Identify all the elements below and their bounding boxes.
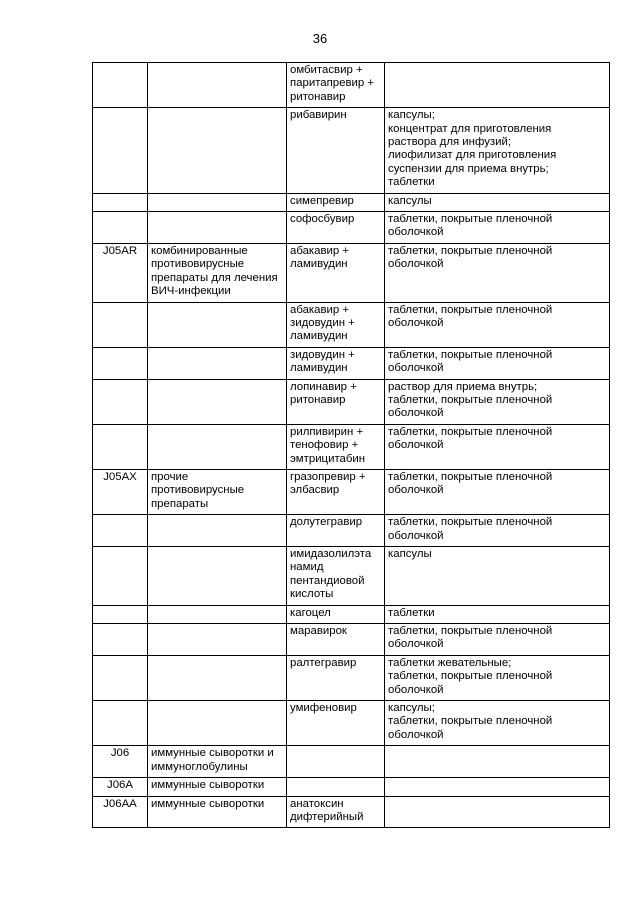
drug-table: [92, 62, 610, 828]
drug-name-cell: абакавир + зидовудин + ламивудин: [287, 302, 385, 347]
dosage-form-cell: [385, 778, 610, 796]
atc-code-cell: [93, 547, 148, 606]
pharmacological-group-cell: прочие противовирусные препараты: [148, 469, 287, 514]
atc-code-cell: J06AA: [93, 796, 148, 828]
atc-code-cell: [93, 63, 148, 108]
table-row: [93, 796, 610, 828]
table-row: [93, 212, 610, 244]
pharmacological-group-cell: [148, 515, 287, 547]
dosage-form-cell: капсулы: [385, 547, 610, 606]
pharmacological-group-cell: иммунные сыворотки: [148, 796, 287, 828]
table-row: [93, 655, 610, 700]
table-row: [93, 515, 610, 547]
dosage-form-cell: таблетки, покрытые пленочной оболочкой: [385, 347, 610, 379]
table-row: [93, 108, 610, 193]
pharmacological-group-cell: [148, 379, 287, 424]
dosage-form-cell: [385, 746, 610, 778]
atc-code-cell: [93, 655, 148, 700]
table-row: [93, 469, 610, 514]
drug-name-cell: зидовудин + ламивудин: [287, 347, 385, 379]
pharmacological-group-cell: [148, 655, 287, 700]
dosage-form-cell: раствор для приема внутрь; таблетки, покрытые пленочной оболочкой: [385, 379, 610, 424]
drug-name-cell: долутегравир: [287, 515, 385, 547]
pharmacological-group-cell: [148, 424, 287, 469]
pharmacological-group-cell: иммунные сыворотки и иммуноглобулины: [148, 746, 287, 778]
table-row: [93, 379, 610, 424]
pharmacological-group-cell: иммунные сыворотки: [148, 778, 287, 796]
drug-name-cell: омбитасвир + паритапревир + ритонавир: [287, 63, 385, 108]
pharmacological-group-cell: [148, 624, 287, 656]
atc-code-cell: [93, 379, 148, 424]
table-row: [93, 746, 610, 778]
dosage-form-cell: таблетки жевательные; таблетки, покрытые пленочной оболочкой: [385, 655, 610, 700]
table-row: [93, 302, 610, 347]
atc-code-cell: J05AX: [93, 469, 148, 514]
dosage-form-cell: капсулы: [385, 193, 610, 211]
drug-name-cell: анатоксин дифтерийный: [287, 796, 385, 828]
atc-code-cell: [93, 108, 148, 193]
dosage-form-cell: таблетки, покрытые пленочной оболочкой: [385, 624, 610, 656]
drug-name-cell: [287, 778, 385, 796]
table-row: [93, 424, 610, 469]
pharmacological-group-cell: [148, 108, 287, 193]
table-row: [93, 701, 610, 746]
dosage-form-cell: [385, 796, 610, 828]
pharmacological-group-cell: [148, 547, 287, 606]
dosage-form-cell: таблетки, покрытые пленочной оболочкой: [385, 212, 610, 244]
pharmacological-group-cell: [148, 347, 287, 379]
drug-name-cell: рилпивирин + тенофовир + эмтрицитабин: [287, 424, 385, 469]
dosage-form-cell: таблетки, покрытые пленочной оболочкой: [385, 424, 610, 469]
dosage-form-cell: таблетки, покрытые пленочной оболочкой: [385, 243, 610, 302]
atc-code-cell: J05AR: [93, 243, 148, 302]
dosage-form-cell: [385, 63, 610, 108]
table-row: [93, 347, 610, 379]
dosage-form-cell: таблетки: [385, 605, 610, 623]
pharmacological-group-cell: [148, 193, 287, 211]
dosage-form-cell: таблетки, покрытые пленочной оболочкой: [385, 469, 610, 514]
dosage-form-cell: таблетки, покрытые пленочной оболочкой: [385, 515, 610, 547]
table-row: [93, 63, 610, 108]
drug-name-cell: симепревир: [287, 193, 385, 211]
dosage-form-cell: таблетки, покрытые пленочной оболочкой: [385, 302, 610, 347]
dosage-form-cell: капсулы; концентрат для приготовления раствора для инфузий; лиофилизат для приготовления суспензии для приема внутрь; таблетки: [385, 108, 610, 193]
pharmacological-group-cell: комбинированные противовирусные препараты для лечения ВИЧ-инфекции: [148, 243, 287, 302]
atc-code-cell: J06A: [93, 778, 148, 796]
table-row: [93, 193, 610, 211]
drug-name-cell: софосбувир: [287, 212, 385, 244]
drug-name-cell: умифеновир: [287, 701, 385, 746]
table-row: [93, 243, 610, 302]
dosage-form-cell: капсулы; таблетки, покрытые пленочной оболочкой: [385, 701, 610, 746]
table-row: [93, 547, 610, 606]
table-row: [93, 605, 610, 623]
pharmacological-group-cell: [148, 63, 287, 108]
drug-name-cell: рибавирин: [287, 108, 385, 193]
drug-name-cell: маравирок: [287, 624, 385, 656]
drug-name-cell: абакавир + ламивудин: [287, 243, 385, 302]
drug-name-cell: лопинавир + ритонавир: [287, 379, 385, 424]
pharmacological-group-cell: [148, 701, 287, 746]
pharmacological-group-cell: [148, 605, 287, 623]
table-body: [93, 63, 610, 828]
pharmacological-group-cell: [148, 302, 287, 347]
table-row: [93, 624, 610, 656]
drug-name-cell: гразопревир + элбасвир: [287, 469, 385, 514]
table-row: [93, 778, 610, 796]
atc-code-cell: [93, 605, 148, 623]
atc-code-cell: [93, 347, 148, 379]
atc-code-cell: [93, 624, 148, 656]
atc-code-cell: [93, 302, 148, 347]
page-number: 36: [312, 31, 328, 46]
atc-code-cell: [93, 424, 148, 469]
pharmacological-group-cell: [148, 212, 287, 244]
atc-code-cell: [93, 701, 148, 746]
drug-name-cell: ралтегравир: [287, 655, 385, 700]
atc-code-cell: [93, 212, 148, 244]
drug-name-cell: имидазолилэта намид пентандиовой кислоты: [287, 547, 385, 606]
atc-code-cell: [93, 515, 148, 547]
atc-code-cell: J06: [93, 746, 148, 778]
drug-name-cell: [287, 746, 385, 778]
atc-code-cell: [93, 193, 148, 211]
drug-name-cell: кагоцел: [287, 605, 385, 623]
